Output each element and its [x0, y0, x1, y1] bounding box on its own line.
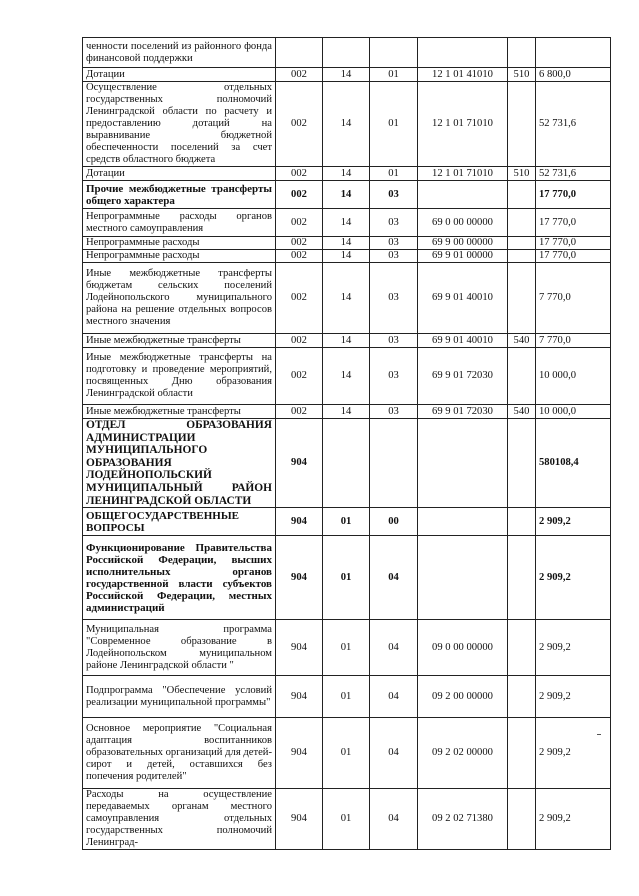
row-csr: [418, 419, 508, 508]
row-sum: 2 909,2: [536, 676, 611, 718]
row-rz: 01: [323, 508, 370, 536]
row-rz: 14: [323, 334, 370, 348]
row-vr: 540: [508, 334, 536, 348]
row-grbs: 002: [276, 181, 323, 209]
row-name: Подпрограмма "Обеспечение условий реализации муниципальной программы": [83, 676, 276, 718]
margin-mark: [597, 734, 601, 735]
table-row: [83, 508, 611, 536]
row-sum: 52 731,6: [536, 82, 611, 167]
row-grbs: 002: [276, 405, 323, 419]
row-grbs: [276, 38, 323, 68]
row-csr: 69 9 01 40010: [418, 263, 508, 334]
row-rz: 14: [323, 405, 370, 419]
row-pr: [370, 38, 418, 68]
row-rz: [323, 38, 370, 68]
table-row: [83, 536, 611, 620]
row-sum: 2 909,2: [536, 536, 611, 620]
row-csr: 12 1 01 41010: [418, 68, 508, 82]
row-rz: 14: [323, 348, 370, 405]
row-csr: 12 1 01 71010: [418, 82, 508, 167]
row-name: Дотации: [83, 167, 276, 181]
table-row: [83, 676, 611, 718]
row-name: Функционирование Правительства Российской Федерации, высших исполнительных органов государственной власти субъектов Российской Федерации, местных администраций: [83, 536, 276, 620]
row-rz: 01: [323, 620, 370, 676]
row-name: Муниципальная программа "Современное образование в Лодейнопольском муниципальном районе Ленинградской области ": [83, 620, 276, 676]
row-pr: 03: [370, 250, 418, 263]
row-csr: [418, 38, 508, 68]
row-vr: [508, 181, 536, 209]
row-sum: 17 770,0: [536, 237, 611, 250]
row-grbs: 002: [276, 348, 323, 405]
row-vr: [508, 237, 536, 250]
row-pr: 01: [370, 68, 418, 82]
row-grbs: 904: [276, 676, 323, 718]
row-rz: 01: [323, 676, 370, 718]
row-rz: [323, 419, 370, 508]
row-name: Осуществление отдельных государственных полномочий Ленинградской области по расчету и предоставлению дотаций на выравнивание бюджетной обеспеченности поселений за счет средств областного бюджета: [83, 82, 276, 167]
row-vr: [508, 536, 536, 620]
row-vr: [508, 718, 536, 789]
row-csr: 12 1 01 71010: [418, 167, 508, 181]
row-csr: [418, 508, 508, 536]
table-row: [83, 334, 611, 348]
row-vr: [508, 250, 536, 263]
row-csr: 69 0 00 00000: [418, 209, 508, 237]
row-csr: 69 9 01 72030: [418, 405, 508, 419]
row-pr: 04: [370, 676, 418, 718]
table-row: [83, 181, 611, 209]
row-sum: 17 770,0: [536, 209, 611, 237]
row-sum: 580108,4: [536, 419, 611, 508]
row-pr: 00: [370, 508, 418, 536]
table-row: [83, 250, 611, 263]
table-row: [83, 419, 611, 508]
row-pr: 04: [370, 789, 418, 850]
row-name: Иные межбюджетные трансферты на подготовку и проведение мероприятий, посвященных Дню образования Ленинградской области: [83, 348, 276, 405]
row-vr: 510: [508, 167, 536, 181]
row-grbs: 904: [276, 419, 323, 508]
row-csr: 09 2 00 00000: [418, 676, 508, 718]
row-pr: 03: [370, 405, 418, 419]
row-vr: [508, 38, 536, 68]
table-row: [83, 718, 611, 789]
row-rz: 14: [323, 209, 370, 237]
row-vr: 510: [508, 68, 536, 82]
table-row: [83, 348, 611, 405]
row-vr: [508, 508, 536, 536]
row-pr: 01: [370, 82, 418, 167]
row-vr: 540: [508, 405, 536, 419]
row-grbs: 904: [276, 789, 323, 850]
row-name: ОТДЕЛ ОБРАЗОВАНИЯ АДМИНИСТРАЦИИ МУНИЦИПАЛЬНОГО ОБРАЗОВАНИЯ ЛОДЕЙНОПОЛЬСКИЙ МУНИЦИПАЛЬНЫЙ РАЙОН ЛЕНИНГРАДСКОЙ ОБЛАСТИ: [83, 419, 276, 508]
row-sum: 2 909,2: [536, 718, 611, 789]
row-rz: 14: [323, 237, 370, 250]
row-sum: [536, 38, 611, 68]
table-row: [83, 405, 611, 419]
row-csr: 09 2 02 00000: [418, 718, 508, 789]
row-pr: [370, 419, 418, 508]
row-csr: 69 9 01 40010: [418, 334, 508, 348]
row-rz: 14: [323, 82, 370, 167]
row-csr: 69 9 01 72030: [418, 348, 508, 405]
row-vr: [508, 676, 536, 718]
row-vr: [508, 348, 536, 405]
row-rz: 01: [323, 536, 370, 620]
row-grbs: 002: [276, 209, 323, 237]
row-name: Дотации: [83, 68, 276, 82]
row-rz: 14: [323, 181, 370, 209]
row-name: Иные межбюджетные трансферты: [83, 334, 276, 348]
row-grbs: 002: [276, 167, 323, 181]
row-name: Расходы на осуществление передаваемых органам местного самоуправления отдельных государственных полномочий Ленинград-: [83, 789, 276, 850]
row-vr: [508, 263, 536, 334]
row-csr: [418, 536, 508, 620]
row-sum: 7 770,0: [536, 263, 611, 334]
row-grbs: 904: [276, 620, 323, 676]
row-vr: [508, 419, 536, 508]
row-name: Основное мероприятие "Социальная адаптация воспитанников образовательных организаций для детей-сирот и детей, оставшихся без попечения родителей": [83, 718, 276, 789]
row-name: Иные межбюджетные трансферты бюджетам сельских поселений Лодейнопольского муниципального района на решение отдельных вопросов местного значения: [83, 263, 276, 334]
row-pr: 03: [370, 181, 418, 209]
row-grbs: 904: [276, 508, 323, 536]
row-csr: 09 2 02 71380: [418, 789, 508, 850]
row-name: Непрограммные расходы органов местного самоуправления: [83, 209, 276, 237]
table-row: [83, 38, 611, 68]
table-row: [83, 167, 611, 181]
row-sum: 2 909,2: [536, 620, 611, 676]
row-rz: 14: [323, 167, 370, 181]
row-csr: 09 0 00 00000: [418, 620, 508, 676]
row-name: Прочие межбюджетные трансферты общего характера: [83, 181, 276, 209]
row-grbs: 904: [276, 536, 323, 620]
row-sum: 17 770,0: [536, 181, 611, 209]
row-rz: 01: [323, 789, 370, 850]
row-pr: 03: [370, 348, 418, 405]
row-pr: 03: [370, 209, 418, 237]
row-grbs: 002: [276, 263, 323, 334]
row-name: Непрограммные расходы: [83, 250, 276, 263]
table-row: [83, 263, 611, 334]
table-body: [83, 38, 611, 850]
row-sum: 52 731,6: [536, 167, 611, 181]
row-grbs: 002: [276, 334, 323, 348]
row-csr: [418, 181, 508, 209]
table-row: [83, 82, 611, 167]
row-vr: [508, 789, 536, 850]
row-name: ОБЩЕГОСУДАРСТВЕННЫЕ ВОПРОСЫ: [83, 508, 276, 536]
table-row: [83, 789, 611, 850]
table-row: [83, 620, 611, 676]
row-sum: 17 770,0: [536, 250, 611, 263]
row-grbs: 002: [276, 82, 323, 167]
table-row: [83, 68, 611, 82]
row-grbs: 002: [276, 250, 323, 263]
row-grbs: 904: [276, 718, 323, 789]
row-sum: 6 800,0: [536, 68, 611, 82]
row-pr: 01: [370, 167, 418, 181]
budget-table: [82, 37, 611, 850]
row-vr: [508, 209, 536, 237]
row-sum: 7 770,0: [536, 334, 611, 348]
row-pr: 03: [370, 237, 418, 250]
row-rz: 14: [323, 263, 370, 334]
row-vr: [508, 82, 536, 167]
row-pr: 04: [370, 536, 418, 620]
row-grbs: 002: [276, 237, 323, 250]
row-sum: 2 909,2: [536, 508, 611, 536]
table-row: [83, 209, 611, 237]
row-pr: 04: [370, 620, 418, 676]
row-rz: 14: [323, 68, 370, 82]
row-pr: 04: [370, 718, 418, 789]
row-rz: 14: [323, 250, 370, 263]
row-name: ченности поселений из районного фонда финансовой поддержки: [83, 38, 276, 68]
row-csr: 69 9 01 00000: [418, 250, 508, 263]
row-sum: 10 000,0: [536, 348, 611, 405]
row-sum: 10 000,0: [536, 405, 611, 419]
row-pr: 03: [370, 334, 418, 348]
table-row: [83, 237, 611, 250]
row-name: Иные межбюджетные трансферты: [83, 405, 276, 419]
row-grbs: 002: [276, 68, 323, 82]
row-sum: 2 909,2: [536, 789, 611, 850]
row-csr: 69 9 00 00000: [418, 237, 508, 250]
row-name: Непрограммные расходы: [83, 237, 276, 250]
row-rz: 01: [323, 718, 370, 789]
row-vr: [508, 620, 536, 676]
row-pr: 03: [370, 263, 418, 334]
